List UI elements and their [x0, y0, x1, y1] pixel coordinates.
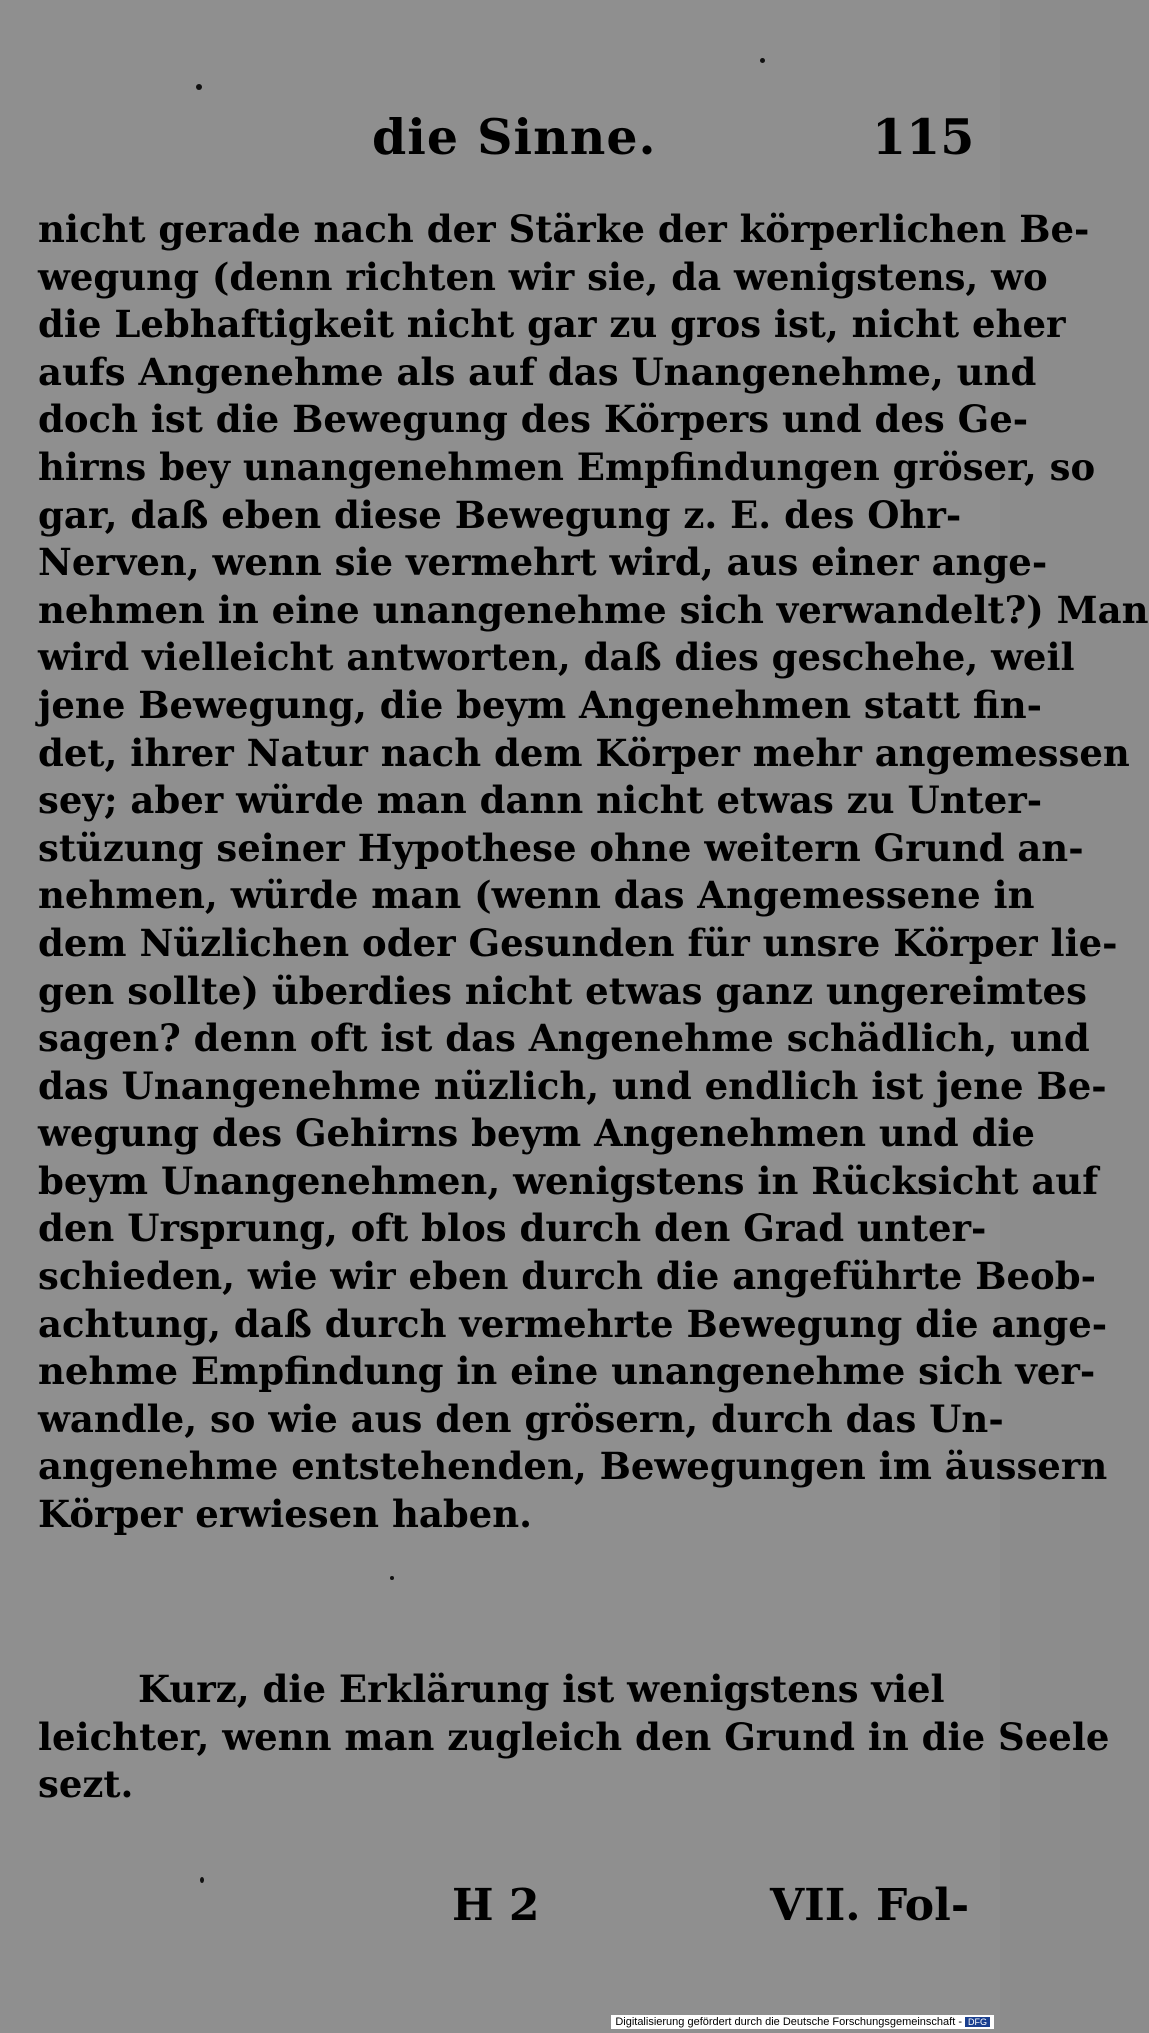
page-footer — [0, 1880, 1000, 1940]
text-line: sezt. — [38, 1762, 134, 1807]
text-line: Nerven, wenn sie vermehrt wird, aus einer ange- — [38, 540, 1048, 585]
paragraph-2 — [38, 1666, 1110, 1809]
text-line: hirns bey unangenehmen Empfindungen gröser, so — [38, 444, 1096, 489]
paragraph-1 — [38, 206, 1149, 1539]
text-line: den Ursprung, oft blos durch den Grad unter- — [38, 1206, 987, 1251]
text-line: wird vielleicht antworten, daß dies geschehe, weil — [38, 635, 1075, 680]
text-line: wegung des Gehirns beym Angenehmen und die — [38, 1111, 1035, 1156]
text-line: dem Nüzlichen oder Gesunden für unsre Körper lie- — [38, 920, 1118, 965]
text-line: sey; aber würde man dann nicht etwas zu Unter- — [38, 778, 1043, 823]
text-line: nehmen, würde man (wenn das Angemessene in — [38, 873, 1035, 918]
signature-mark: H 2 — [452, 1880, 540, 1931]
text-line: leichter, wenn man zugleich den Grund in die Seele — [38, 1714, 1110, 1759]
text-line: jene Bewegung, die beym Angenehmen statt fin- — [38, 682, 1043, 727]
text-line: doch ist die Bewegung des Körpers und des Ge- — [38, 397, 1029, 442]
catchword: VII. Fol- — [770, 1880, 970, 1931]
text-line: Körper erwiesen haben. — [38, 1492, 533, 1537]
text-line: die Lebhaftigkeit nicht gar zu gros ist, nicht eher — [38, 302, 1066, 347]
text-line: sagen? denn oft ist das Angenehme schädlich, und — [38, 1016, 1090, 1061]
text-line: das Unangenehme nüzlich, und endlich ist jene Be- — [38, 1063, 1107, 1108]
text-line: gar, daß eben diese Bewegung z. E. des Ohr- — [38, 492, 962, 537]
text-line: nehmen in eine unangenehme sich verwandelt?) Man — [38, 587, 1149, 632]
text-line: stüzung seiner Hypothese ohne weitern Grund an- — [38, 825, 1084, 870]
text-line: det, ihrer Natur nach dem Körper mehr angemessen — [38, 730, 1130, 775]
text-line: wandle, so wie aus den grösern, durch das Un- — [38, 1396, 1004, 1441]
credit-text: Digitalisierung gefördert durch die Deutsche Forschungsgemeinschaft - — [615, 2016, 962, 2028]
text-line: angenehme entstehenden, Bewegungen im äussern — [38, 1444, 1108, 1489]
text-line: nehme Empfindung in eine unangenehme sich ver- — [38, 1349, 1096, 1394]
text-line: schieden, wie wir eben durch die angeführte Beob- — [38, 1254, 1096, 1299]
page-header — [0, 108, 1000, 178]
text-line: beym Unangenehmen, wenigstens in Rücksicht auf — [38, 1158, 1099, 1203]
digitization-credit — [611, 2015, 994, 2029]
text-line: nicht gerade nach der Stärke der körperlichen Be- — [38, 207, 1090, 251]
text-line: wegung (denn richten wir sie, da wenigstens, wo — [38, 254, 1048, 299]
text-line: Kurz, die Erklärung ist wenigstens viel — [138, 1667, 945, 1711]
running-title: die Sinne. — [372, 108, 657, 166]
ink-speck — [196, 84, 202, 90]
ink-speck — [390, 1576, 394, 1580]
text-line: achtung, daß durch vermehrte Bewegung die ange- — [38, 1301, 1108, 1346]
ink-speck — [760, 58, 765, 63]
page-number: 115 — [872, 108, 975, 166]
text-line: gen sollte) überdies nicht etwas ganz ungereimtes — [38, 968, 1087, 1013]
dfg-logo: DFG — [965, 2017, 990, 2027]
text-line: aufs Angenehme als auf das Unangenehme, und — [38, 349, 1037, 394]
